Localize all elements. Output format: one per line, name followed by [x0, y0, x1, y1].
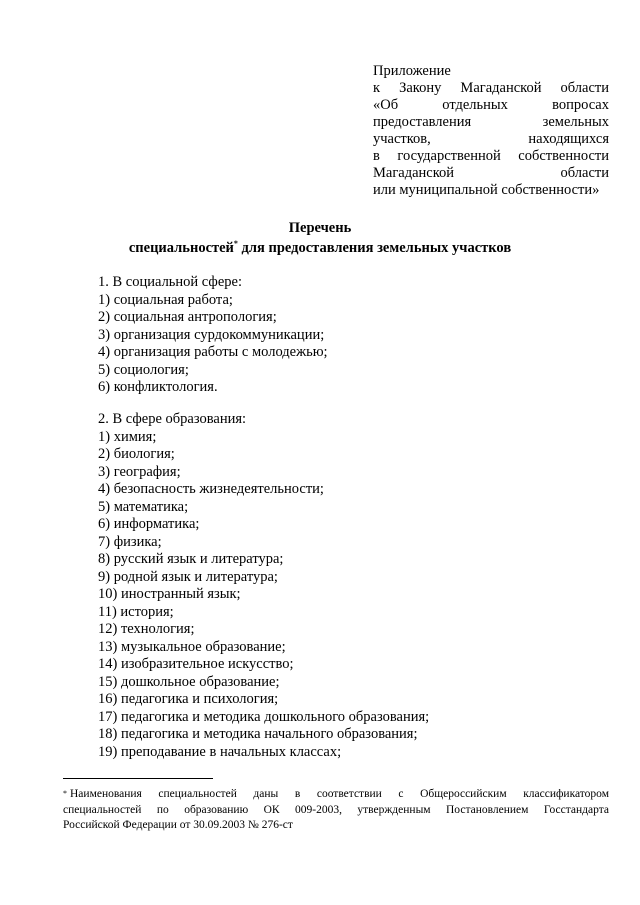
list-item: 18) педагогика и методика начального образования; — [98, 726, 418, 742]
annex-line: Магаданской области — [373, 165, 609, 181]
list-item: 1) социальная работа; — [98, 291, 233, 308]
list-item: 3) география; — [98, 463, 181, 480]
list-item: 3) организация сурдокоммуникации; — [98, 326, 325, 343]
footnote-line — [63, 786, 609, 803]
document-title — [0, 218, 640, 258]
annex-line: к Закону Магаданской области — [373, 80, 609, 96]
list-item: 2) биология; — [98, 446, 175, 462]
list-item: 15) дошкольное образование; — [98, 673, 280, 690]
section-heading: 2. В сфере образования: — [98, 411, 247, 427]
section-social — [98, 274, 328, 397]
list-item: 4) безопасность жизнедеятельности; — [98, 481, 324, 497]
annex-reference — [373, 63, 609, 199]
list-item: 13) музыкальное образование; — [98, 638, 286, 655]
annex-line: предоставления земельных — [373, 114, 609, 130]
title-line: Перечень — [288, 220, 352, 236]
subtitle-line — [0, 238, 640, 258]
footnote-text: Наименования специальностей даны в соответствии с Общероссийским классификатором — [70, 788, 609, 800]
footnote-line: Российской Федерации от 30.09.2003 № 276-ст — [63, 819, 293, 831]
subtitle-part: для предоставления земельных участков — [237, 240, 512, 256]
list-item: 5) социология; — [98, 361, 189, 378]
list-item: 9) родной язык и литература; — [98, 568, 278, 585]
footnote-reference-mark: * — [233, 239, 238, 249]
list-item: 8) русский язык и литература; — [98, 551, 284, 567]
footnote — [63, 786, 609, 834]
list-item: 11) история; — [98, 603, 174, 620]
annex-line: участков, находящихся — [373, 131, 609, 147]
footnote-separator — [63, 778, 213, 779]
list-item: 7) физика; — [98, 533, 162, 550]
list-item: 5) математика; — [98, 498, 189, 515]
section-heading: 1. В социальной сфере: — [98, 274, 242, 290]
section-education — [98, 411, 429, 761]
list-item: 16) педагогика и психология; — [98, 691, 279, 707]
annex-line: в государственной собственности — [373, 148, 609, 164]
subtitle-part: специальностей — [128, 240, 234, 256]
annex-line: Приложение — [373, 63, 451, 79]
list-item: 6) конфликтология. — [98, 379, 218, 395]
list-item: 17) педагогика и методика дошкольного образования; — [98, 708, 430, 725]
footnote-mark: * — [63, 789, 67, 798]
annex-line: или муниципальной собственности» — [373, 182, 600, 198]
list-item: 1) химия; — [98, 428, 157, 445]
list-item: 4) организация работы с молодежью; — [98, 344, 328, 360]
list-item: 10) иностранный язык; — [98, 586, 241, 602]
annex-line: «Об отдельных вопросах — [373, 97, 609, 113]
list-item: 2) социальная антропология; — [98, 309, 277, 325]
list-item: 12) технология; — [98, 621, 195, 637]
list-item: 19) преподавание в начальных классах; — [98, 743, 342, 760]
list-item: 6) информатика; — [98, 516, 200, 532]
footnote-line: специальностей по образованию ОК 009-2003, утвержденным Постановлением Госстандарта — [63, 803, 609, 816]
list-item: 14) изобразительное искусство; — [98, 656, 294, 672]
